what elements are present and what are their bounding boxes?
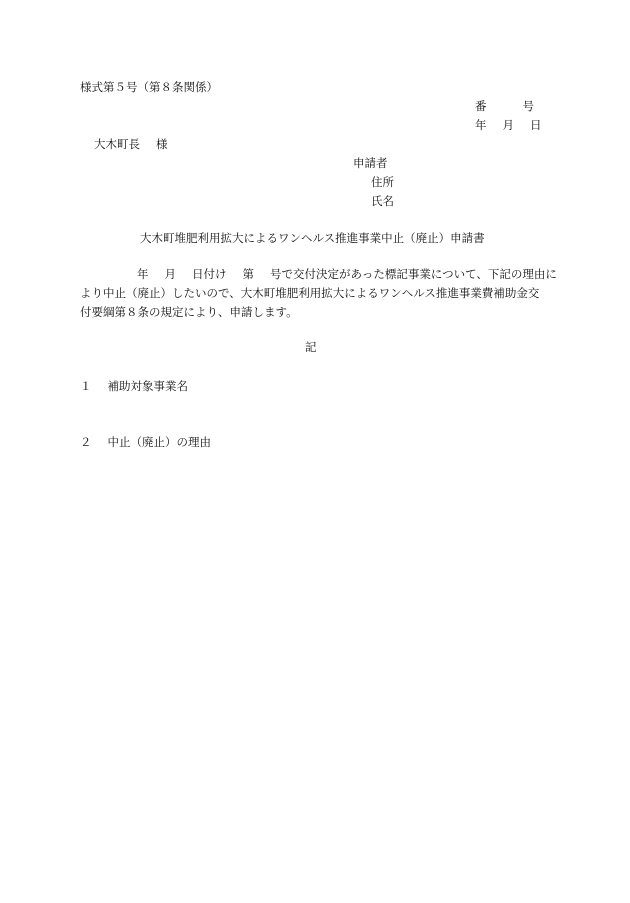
- applicant-heading: 申請者: [353, 156, 388, 170]
- number-label-go: 号: [522, 99, 534, 113]
- addressee-name: 大木町長: [94, 137, 140, 151]
- item-1: [80, 379, 188, 393]
- body-line1-rest: 号で交付決定があった標記事業について、下記の理由に: [270, 267, 557, 281]
- date-row: [475, 118, 542, 132]
- body-day: 日付け: [192, 267, 227, 281]
- applicant-address-label: 住所: [371, 175, 394, 189]
- body-line-2: より中止（廃止）したいので、大木町堆肥利用拡大によるワンヘルス推進事業費補助金交: [80, 286, 540, 300]
- item-1-label: 補助対象事業名: [107, 379, 188, 393]
- date-month-label: 月: [502, 118, 514, 132]
- ki-heading: 記: [305, 340, 317, 354]
- form-number: 様式第５号（第８条関係）: [80, 80, 218, 94]
- item-2-label: 中止（廃止）の理由: [107, 435, 211, 449]
- date-day-label: 日: [530, 118, 542, 132]
- document-number-row: [475, 99, 534, 113]
- item-1-number: １: [80, 379, 92, 393]
- body-month: 月: [164, 267, 176, 281]
- item-2: [80, 435, 211, 449]
- item-2-number: ２: [80, 435, 92, 449]
- body-line-1: [80, 265, 557, 284]
- body-year: 年: [137, 267, 149, 281]
- date-year-label: 年: [475, 118, 487, 132]
- addressee-honorific: 様: [156, 137, 168, 151]
- addressee: [94, 137, 168, 151]
- document-title: 大木町堆肥利用拡大によるワンヘルス推進事業中止（廃止）申請書: [140, 231, 485, 245]
- body-paragraph: [80, 265, 557, 322]
- number-label-ban: 番: [475, 99, 487, 113]
- body-dai: 第: [242, 267, 254, 281]
- body-line-3: 付要綱第８条の規定により、申請します。: [80, 305, 298, 319]
- applicant-name-label: 氏名: [371, 194, 394, 208]
